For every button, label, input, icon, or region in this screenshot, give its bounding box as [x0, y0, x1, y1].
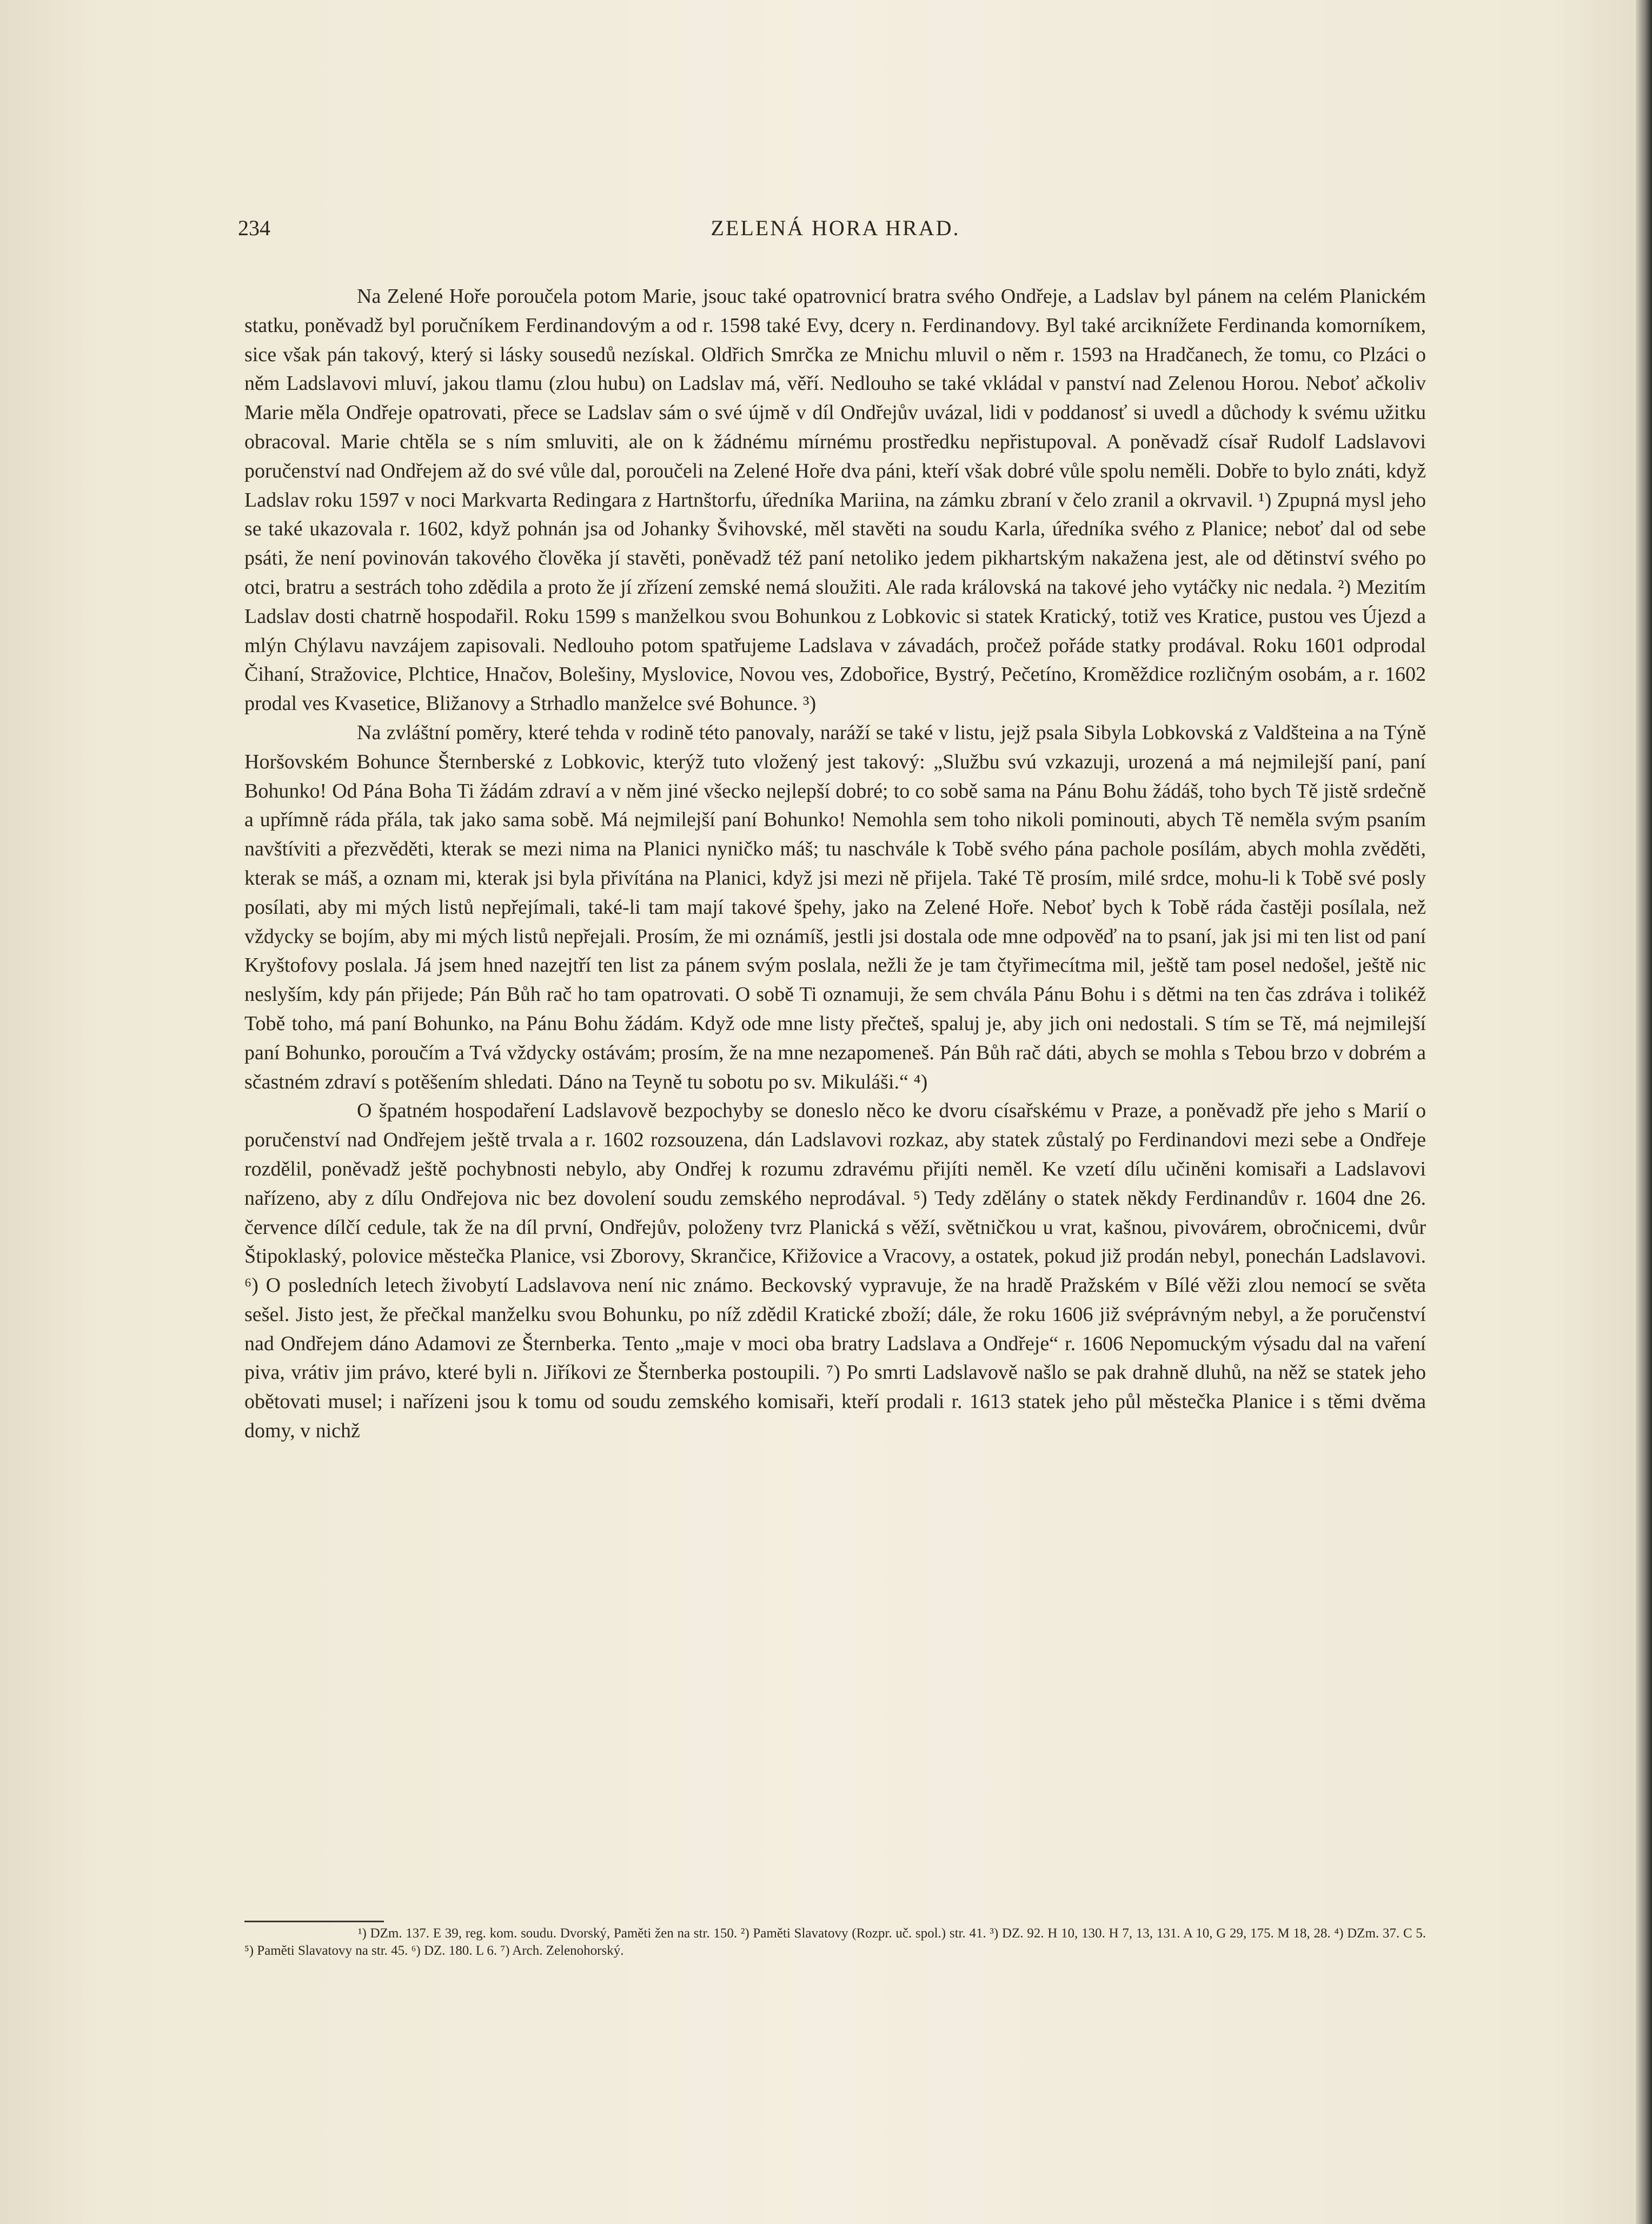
page-header [238, 215, 1433, 248]
page-edge-shadow [1636, 0, 1652, 2224]
paragraph-3: O špatném hospodaření Ladslavově bezpochyby se doneslo něco ke dvoru císařskému v Praze, a poněvadž pře jeho s Marií o poručenství nad Ondřejem ještě trvala a r. 1602 rozsouzena, dán Ladslavovi rozkaz, aby statek zůstalý po Ferdinandovi mezi sebe a Ondřeje rozdělil, poněvadž ještě pochybnosti nebylo, aby Ondřej k rozumu zdravému přijíti neměl. Ke vzetí dílu učiněni komisaři a Ladslavovi nařízeno, aby z dílu Ondřejova nic bez dovolení soudu zemského neprodával. ⁵) Tedy zdělány o statek někdy Ferdinandův r. 1604 dne 26. července dílčí cedule, tak že na díl první, Ondřejův, položeny tvrz Planická s věží, světničkou u vrat, kašnou, pivovárem, obročnicemi, dvůr Štipoklaský, polovice městečka Planice, vsi Zborovy, Skrančice, Křižovice a Vracovy, a ostatek, pokud již prodán nebyl, ponechán Ladslavovi. ⁶) O posledních letech živobytí Ladslavova není nic známo. Beckovský vypravuje, že na hradě Pražském v Bílé věži zlou nemocí se světa sešel. Jisto jest, že přečkal manželku svou Bohunku, po níž zdědil Kratické zboží; dále, že roku 1606 již svéprávným nebyl, a že poručenství nad Ondřejem dáno Adamovi ze Šternberka. Tento „maje v moci oba bratry Ladslava a Ondřeje“ r. 1606 Nepomuckým výsadu dal na vaření piva, vrátiv jim právo, které byli n. Jiříkovi ze Šternberka postoupili. ⁷) Po smrti Ladslavově našlo se pak drahně dluhů, na něž se statek jeho obětovati musel; i nařízeni jsou k tomu od soudu zemského komisaři, kteří prodali r. 1613 statek jeho půl městečka Planice i s těmi dvěma domy, v nichž [244, 1099, 1426, 1443]
page-number: 234 [238, 216, 270, 240]
paragraph-2: Na zvláštní poměry, které tehda v rodině této panovaly, naráží se také v listu, jejž psala Sibyla Lobkovská z Valdšteina a na Týně Horšovském Bohunce Šternberské z Lobkovic, kterýž tuto vložený jest takový: „Službu svú vzkazuji, urozená a má nejmilejší paní, paní Bohunko! Od Pána Boha Ti žádám zdraví a v něm jiné všecko nejlepší dobré; to co sobě sama na Pánu Bohu žádáš, toho bych Tě jistě srdečně a upřímně ráda přála, tak jako sama sobě. Má nejmilejší paní Bohunko! Nemohla sem toho nikoli pominouti, abych Tě neměla svým psaním navštíviti a přezvěděti, kterak se mezi nima na Planici nyničko máš; tu naschvále k Tobě svého pána pachole posílám, abych mohla zvěděti, kterak se máš, a oznam mi, kterak jsi byla přivítána na Planici, když jsi mezi ně přijela. Také Tě prosím, milé srdce, mohu-li k Tobě své posly posílati, aby mi mých listů nepřejímali, také-li tam mají takové špehy, jako na Zelené Hoře. Neboť bych k Tobě ráda častěji posílala, než vždycky se bojím, aby mi mých listů nepřejali. Prosím, že mi oznámíš, jestli jsi dostala ode mne odpověď na to psaní, jak jsi mi ten list od paní Kryštofovy poslala. Já jsem hned nazejtří ten list za pánem svým poslala, nežli že je tam čtyřimecítma mil, ještě tam posel nedošel, ještě nic neslyším, kdy pán přijede; Pán Bůh rač ho tam opatrovati. O sobě Ti oznamuji, že sem chvála Pánu Bohu i s dětmi na ten čas zdráva i tolikéž Tobě toho, má paní Bohunko, na Pánu Bohu žádám. Když ode mne listy přečteš, spaluj je, aby jich oni nedostali. S tím se Tě, má nejmilejší paní Bohunko, poroučím a Tvá vždycky ostávám; prosím, že na mne nezapomeneš. Pán Bůh rač dáti, abych se mohla s Tebou brzo v dobrém a sčastném zdraví s potěšením shledati. Dáno na Teyně tu sobotu po sv. Mikuláši.“ ⁴) [244, 721, 1426, 1093]
running-title: ZELENÁ HORA HRAD. [711, 216, 960, 240]
paragraph-1: Na Zelené Hoře poroučela potom Marie, jsouc také opatrovnicí bratra svého Ondřeje, a Ladslav byl pánem na celém Planickém statku, poněvadž byl poručníkem Ferdinandovým a od r. 1598 také Evy, dcery n. Ferdinandovy. Byl také arciknížete Ferdinanda komorníkem, sice však pán takový, který si lásky sousedů nezískal. Oldřich Smrčka ze Mnichu mluvil o něm r. 1593 na Hradčanech, že tomu, co Plzáci o něm Ladslavovi mluví, jakou tlamu (zlou hubu) on Ladslav má, věří. Nedlouho se také vkládal v panství nad Zelenou Horou. Neboť ačkoliv Marie měla Ondřeje opatrovati, přece se Ladslav sám o své újmě v díl Ondřejův uvázal, lidi v poddanosť si uvedl a důchody k svému užitku obracoval. Marie chtěla se s ním smluviti, ale on k žádnému mírnému prostředku nepřistupoval. A poněvadž císař Rudolf Ladslavovi poručenství nad Ondřejem až do své vůle dal, poroučeli na Zelené Hoře dva páni, kteří však dobré vůle spolu neměli. Dobře to bylo znáti, když Ladslav roku 1597 v noci Markvarta Redingara z Hartnštorfu, úředníka Mariina, na zámku zbraní v čelo zranil a okrvavil. ¹) Zpupná mysl jeho se také ukazovala r. 1602, když pohnán jsa od Johanky Švihovské, měl stavěti na soudu Karla, úředníka svého z Planice; neboť dal od sebe psáti, že není povinován takového člověka jí stavěti, poněvadž též paní netoliko jedem pikhartským nakažena jest, ale od dětinství svého po otci, bratru a sestrách toho zdědila a proto že jí zřízení zemské nemá sloužiti. Ale rada královská na takové jeho vytáčky nic nedala. ²) Mezitím Ladslav dosti chatrně hospodařil. Roku 1599 s manželkou svou Bohunkou z Lobkovic si statek Kratický, totiž ves Kratice, pustou ves Újezd a mlýn Chýlavu navzájem zapisovali. Nedlouho potom spatřujeme Ladslava v závadách, pročež pořáde statky prodával. Roku 1601 odprodal Čihaní, Stražovice, Plchtice, Hnačov, Bolešiny, Myslovice, Novou ves, Zdobořice, Bystrý, Pečetíno, Kroměždice rozličným osobám, a r. 1602 prodal ves Kvasetice, Bližanovy a Strhadlo manželce své Bohunce. ³) [244, 285, 1426, 715]
main-text [244, 282, 1426, 1446]
footnotes: ¹) DZm. 137. E 39, reg. kom. soudu. Dvorský, Paměti žen na str. 150. ²) Paměti Slavatovy (Rozpr. uč. spol.) str. 41. ³) DZ. 92. H 10, 130. H 7, 13, 131. A 10, G 29, 175. M 18, 28. ⁴) DZm. 37. C 5. ⁵) Paměti Slavatovy na str. 45. ⁶) DZ. 180. L 6. ⁷) Arch. Zelenohorský. [244, 1926, 1426, 1958]
footnote-divider [244, 1921, 384, 1922]
